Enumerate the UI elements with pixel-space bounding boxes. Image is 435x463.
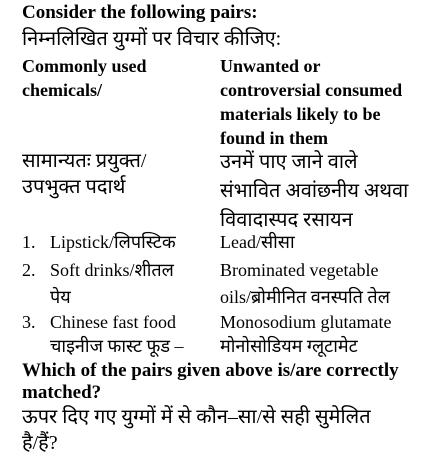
- pair-2-number: 2.: [22, 260, 36, 280]
- col1-header-english: Commonly used chemicals/: [22, 56, 147, 100]
- intro-hindi: निम्नलिखित युग्मों पर विचार कीजिए:: [22, 28, 282, 50]
- intro-english: Consider the following pairs:: [22, 2, 258, 23]
- pair-2-match: Brominated vegetable oils/ब्रोमीनित वनस्पति तेल: [220, 258, 427, 309]
- col2-header-hindi: उनमें पाए जाने वाले संभावित अवांछनीय अथवा विवादास्पद रसायन: [220, 151, 409, 231]
- pair-1-item: Lipstick/लिपस्टिक: [50, 232, 176, 252]
- pair-2-item: Soft drinks/शीतल पेय: [50, 260, 174, 307]
- pair-3-item: Chinese fast food चाइनीज फास्ट फूड –: [50, 312, 184, 356]
- col2-header-english: Unwanted or controversial consumed materials likely to be found in them: [220, 56, 403, 148]
- pair-2-match-line1: Brominated vegetable: [220, 260, 379, 280]
- ask-hindi: ऊपर दिए गए युग्मों में से कौन–सा/से सही सुमेलित है/हैं?: [22, 406, 371, 454]
- pair-3-number: 3.: [22, 312, 36, 332]
- ask-english: Which of the pairs given above is/are correctly matched?: [22, 360, 399, 403]
- pair-1-match: Lead/सीसा: [220, 232, 295, 252]
- pair-1-number: 1.: [22, 232, 36, 252]
- col1-header-hindi: सामान्यतः प्रयुक्त/ उपभुक्त पदार्थ: [22, 150, 147, 198]
- pair-3-match: Monosodium glutamate मोनोसोडियम ग्लूटामेट: [220, 312, 392, 356]
